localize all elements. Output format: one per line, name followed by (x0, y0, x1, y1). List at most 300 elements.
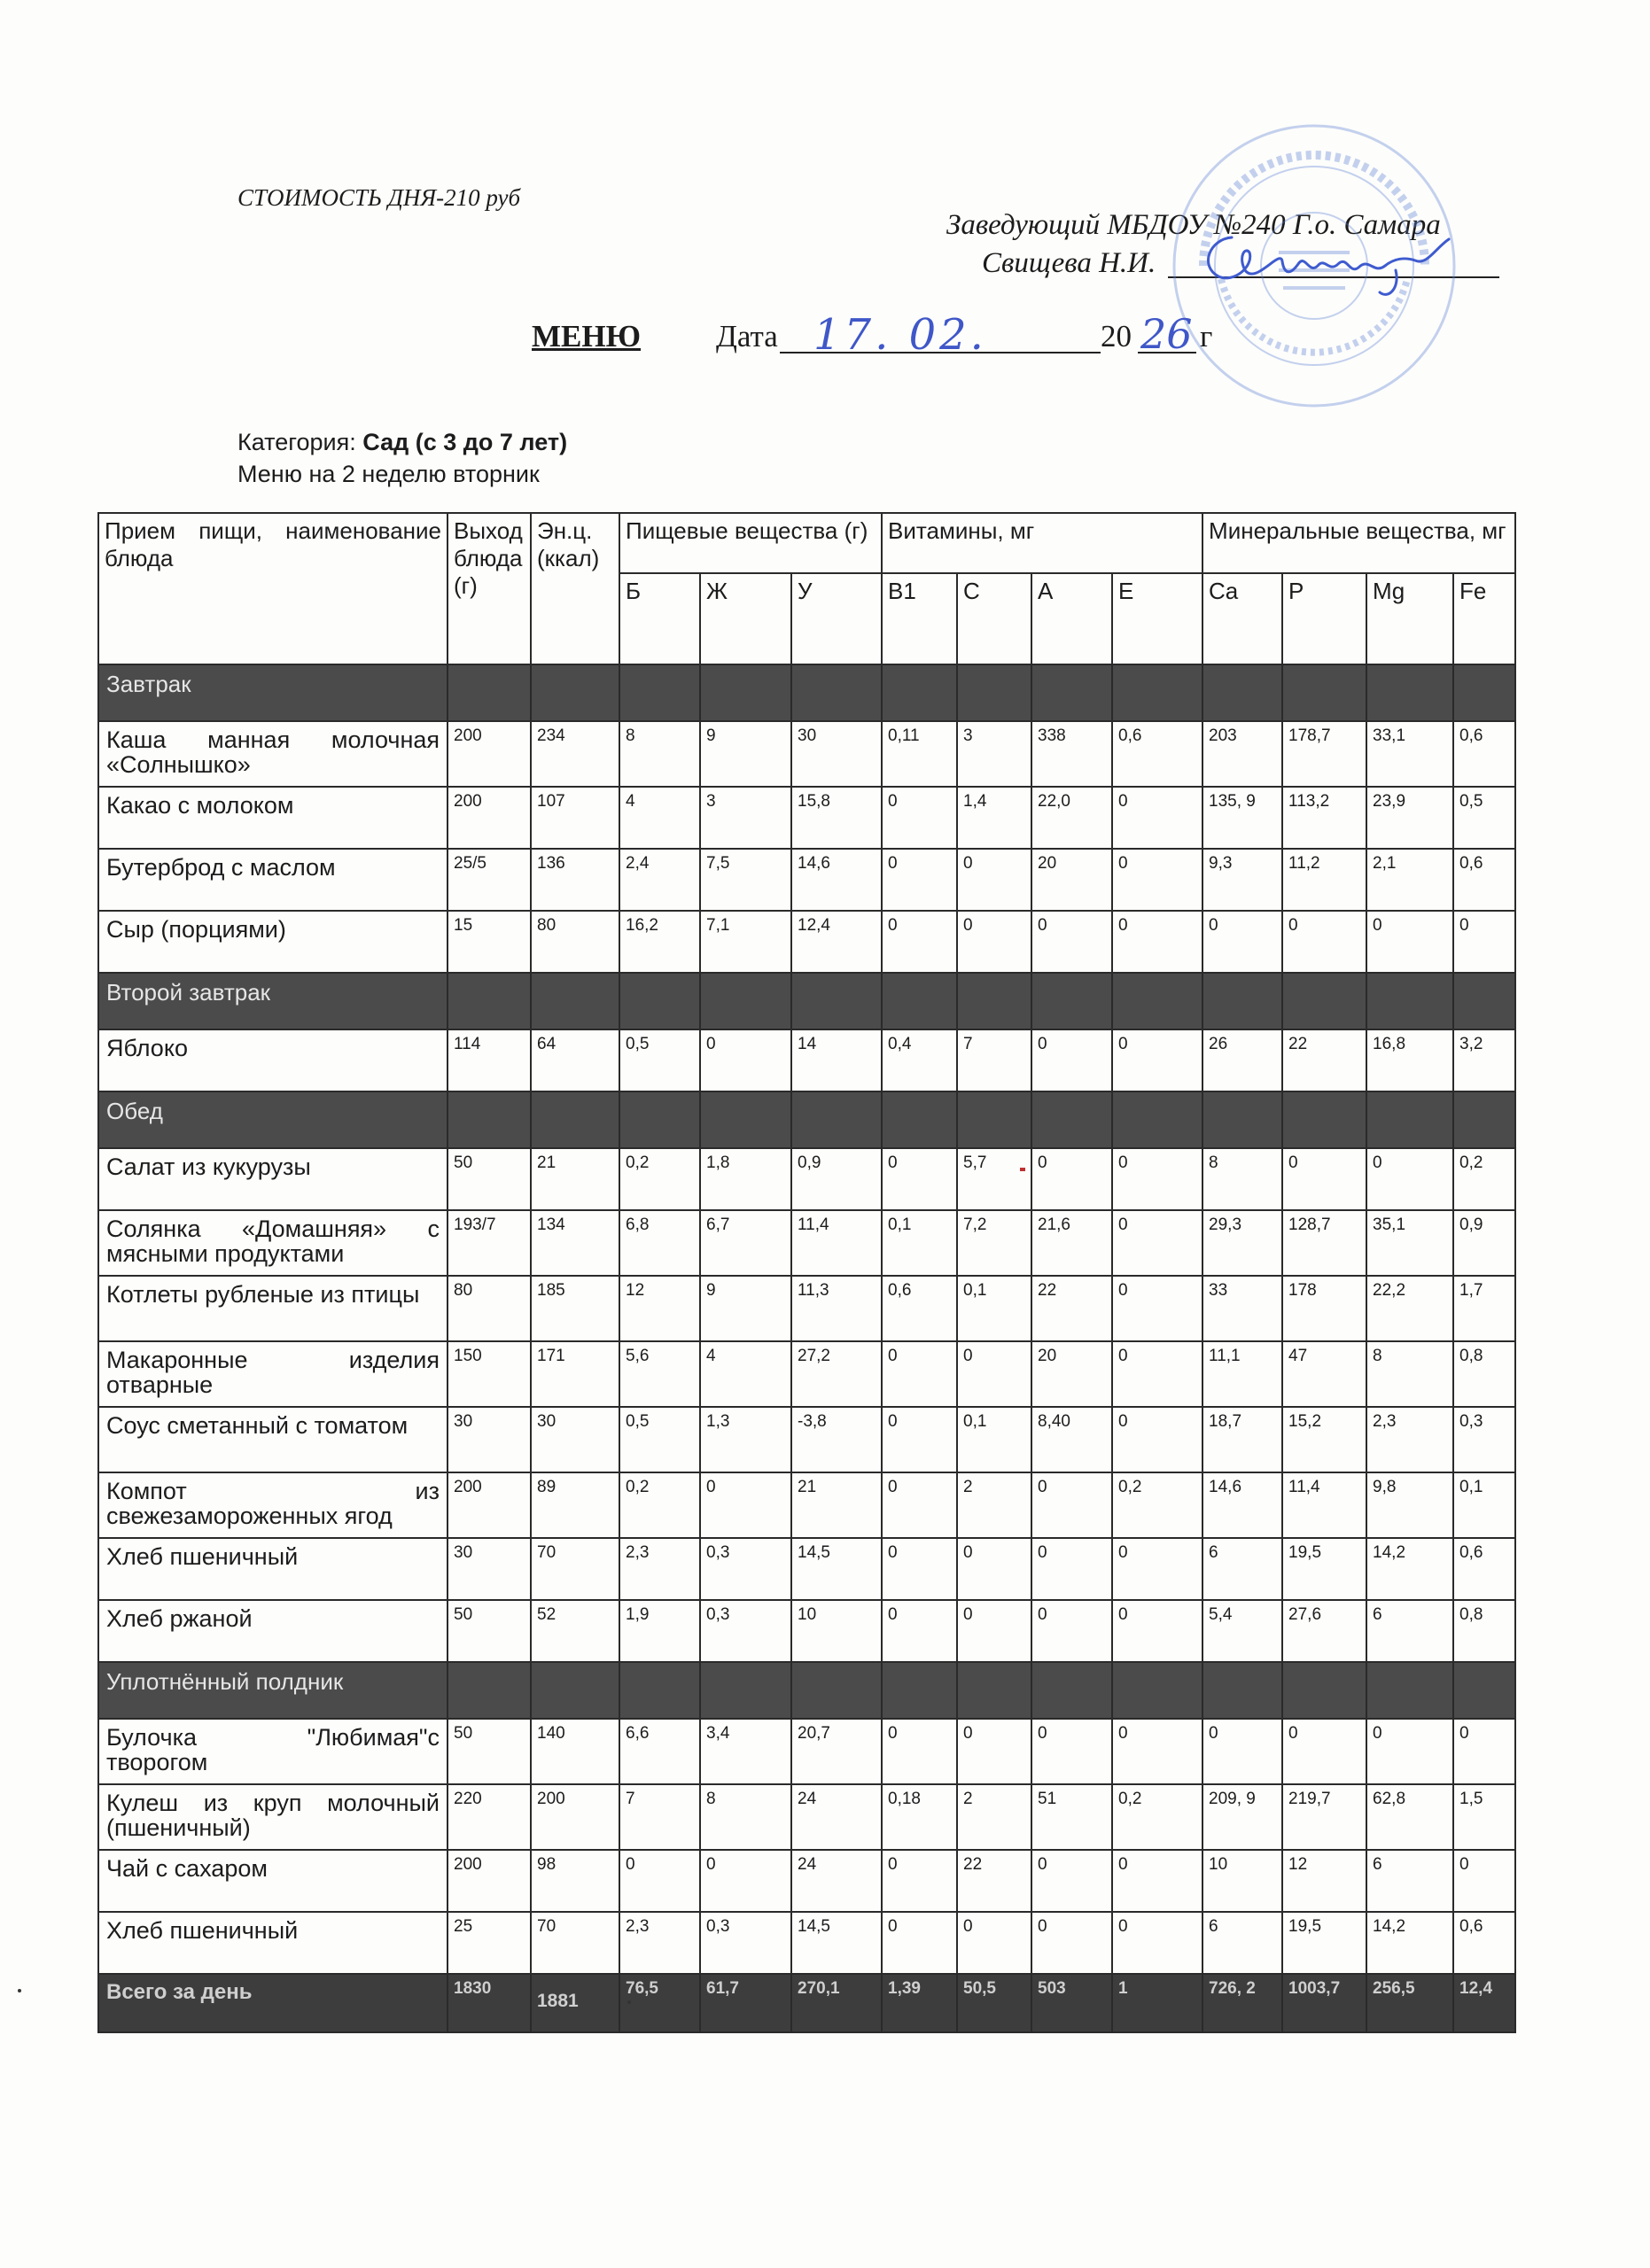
nutrition-table (97, 512, 1516, 2033)
value-cell: 15,2 (1282, 1407, 1366, 1472)
value-cell: 19,5 (1282, 1912, 1366, 1974)
value-cell: 2 (957, 1472, 1031, 1538)
value-cell: 0,2 (619, 1472, 700, 1538)
header-nutrients: Пищевые вещества (г) (619, 513, 882, 573)
section-cell (882, 1662, 957, 1719)
value-cell: 0,2 (1112, 1784, 1202, 1850)
value-cell: 0 (882, 1912, 957, 1974)
value-cell: 0 (957, 1538, 1031, 1600)
section-cell (1031, 1662, 1112, 1719)
value-cell: 0,1 (1453, 1472, 1515, 1538)
value-cell: 0 (1202, 1719, 1282, 1784)
dish-name: Солянка «Домашняя» с мясными продуктами (98, 1210, 448, 1276)
value-cell: 5,7 (957, 1148, 1031, 1210)
value-cell: 7,2 (957, 1210, 1031, 1276)
section-cell (791, 664, 882, 721)
value-cell: 0 (700, 1472, 791, 1538)
value-cell: 135, 9 (1202, 787, 1282, 849)
value-cell: 0,9 (1453, 1210, 1515, 1276)
section-cell (1202, 1662, 1282, 1719)
value-cell: 18,7 (1202, 1407, 1282, 1472)
section-cell (1366, 1091, 1453, 1148)
value-cell: 33,1 (1366, 721, 1453, 787)
value-cell: 47 (1282, 1341, 1366, 1407)
value-cell: 30 (531, 1407, 619, 1472)
section-cell (448, 1662, 531, 1719)
value-cell: 0 (882, 787, 957, 849)
table-row (98, 721, 1515, 787)
value-cell: 27,6 (1282, 1600, 1366, 1662)
table-row (98, 1600, 1515, 1662)
section-cell (700, 664, 791, 721)
day-cost: СТОИМОСТЬ ДНЯ-210 руб (237, 184, 521, 211)
section-name: Уплотнённый полдник (98, 1662, 448, 1719)
value-cell: 0,6 (882, 1276, 957, 1341)
value-cell: 0,4 (882, 1029, 957, 1091)
value-cell: 15 (448, 911, 531, 973)
value-cell: 0,3 (700, 1538, 791, 1600)
value-cell: 0 (882, 1850, 957, 1912)
total-label: Всего за день (98, 1974, 448, 2032)
value-cell: 5,4 (1202, 1600, 1282, 1662)
section-row (98, 1662, 1515, 1719)
total-value: 61,7 (700, 1974, 791, 2032)
section-cell (882, 973, 957, 1029)
table-row (98, 1210, 1515, 1276)
value-cell: 134 (531, 1210, 619, 1276)
dish-name: Чай с сахаром (98, 1850, 448, 1912)
table-row (98, 1912, 1515, 1974)
value-cell: 0 (1031, 1472, 1112, 1538)
dish-name: Макаронные изделия отварные (98, 1341, 448, 1407)
value-cell: 14,2 (1366, 1538, 1453, 1600)
value-cell: 0 (1112, 1600, 1202, 1662)
value-cell: 21,6 (1031, 1210, 1112, 1276)
section-cell (619, 1662, 700, 1719)
value-cell: 0 (1112, 787, 1202, 849)
value-cell: 3 (957, 721, 1031, 787)
value-cell: 6,7 (700, 1210, 791, 1276)
total-energy: 1881 (537, 1991, 579, 2011)
value-cell: 7,5 (700, 849, 791, 911)
value-cell: 0 (1453, 1719, 1515, 1784)
value-cell: 140 (531, 1719, 619, 1784)
section-cell (1202, 973, 1282, 1029)
value-cell: 22 (1031, 1276, 1112, 1341)
value-cell: 0 (1031, 1912, 1112, 1974)
value-cell: 20,7 (791, 1719, 882, 1784)
value-cell: 3,2 (1453, 1029, 1515, 1091)
section-cell (1453, 1662, 1515, 1719)
value-cell: 0,1 (882, 1210, 957, 1276)
value-cell: 209, 9 (1202, 1784, 1282, 1850)
value-cell: 7 (957, 1029, 1031, 1091)
value-cell: 0,9 (791, 1148, 882, 1210)
value-cell: 0 (957, 1912, 1031, 1974)
value-cell: 0,1 (957, 1276, 1031, 1341)
category-line (237, 429, 567, 456)
subheader-8: P (1282, 573, 1366, 664)
value-cell: 0 (882, 1719, 957, 1784)
value-cell: 21 (531, 1148, 619, 1210)
subheader-7: Ca (1202, 573, 1282, 664)
total-value: 1,39 (882, 1974, 957, 2032)
value-cell: 136 (531, 849, 619, 911)
table-row (98, 1148, 1515, 1210)
value-cell: 0 (882, 849, 957, 911)
value-cell: 150 (448, 1341, 531, 1407)
value-cell: 19,5 (1282, 1538, 1366, 1600)
value-cell: 0 (619, 1850, 700, 1912)
dish-name: Хлеб пшеничный (98, 1912, 448, 1974)
header-minerals: Минеральные вещества, мг (1202, 513, 1515, 573)
value-cell: 52 (531, 1600, 619, 1662)
value-cell: 0 (1366, 911, 1453, 973)
value-cell: 8 (1366, 1341, 1453, 1407)
table-row (98, 787, 1515, 849)
stray-dot (18, 1989, 21, 1992)
value-cell: 35,1 (1366, 1210, 1453, 1276)
value-cell: 9 (700, 721, 791, 787)
value-cell: 200 (448, 1850, 531, 1912)
value-cell: 0,6 (1453, 1912, 1515, 1974)
section-cell (1202, 1091, 1282, 1148)
section-cell (700, 973, 791, 1029)
value-cell: 0 (1031, 1148, 1112, 1210)
value-cell: 10 (791, 1600, 882, 1662)
value-cell: 8 (619, 721, 700, 787)
approver-name: Свищева Н.И. (982, 247, 1156, 279)
value-cell: 0,5 (1453, 787, 1515, 849)
value-cell: 0,3 (1453, 1407, 1515, 1472)
value-cell: 2,3 (1366, 1407, 1453, 1472)
week-line: Меню на 2 неделю вторник (237, 461, 540, 487)
section-name: Второй завтрак (98, 973, 448, 1029)
section-cell (1453, 664, 1515, 721)
value-cell: 185 (531, 1276, 619, 1341)
section-cell (957, 1091, 1031, 1148)
subheader-5: A (1031, 573, 1112, 664)
value-cell: 1,3 (700, 1407, 791, 1472)
section-cell (1366, 973, 1453, 1029)
value-cell: 0,3 (700, 1912, 791, 1974)
value-cell: 0 (957, 849, 1031, 911)
value-cell: 0 (1031, 1600, 1112, 1662)
section-cell (791, 973, 882, 1029)
value-cell: 0 (882, 1538, 957, 1600)
section-cell (1282, 1091, 1366, 1148)
value-cell: 2,3 (619, 1912, 700, 1974)
value-cell: 0 (1031, 1029, 1112, 1091)
value-cell: 0,5 (619, 1407, 700, 1472)
value-cell: 0 (1282, 1148, 1366, 1210)
value-cell: 0 (882, 1148, 957, 1210)
value-cell: 0,8 (1453, 1600, 1515, 1662)
value-cell: 0 (1112, 1407, 1202, 1472)
section-cell (882, 664, 957, 721)
table-row (98, 1850, 1515, 1912)
value-cell: 0 (1366, 1148, 1453, 1210)
value-cell: 0 (1031, 1719, 1112, 1784)
table-row (98, 1538, 1515, 1600)
value-cell: 9,3 (1202, 849, 1282, 911)
value-cell: 0 (1112, 1029, 1202, 1091)
value-cell: 6 (1366, 1850, 1453, 1912)
value-cell: 0 (882, 911, 957, 973)
value-cell: 0 (957, 1719, 1031, 1784)
header-yield: Выход блюда (г) (448, 513, 531, 664)
value-cell: 338 (1031, 721, 1112, 787)
value-cell: 0 (1453, 911, 1515, 973)
value-cell: 14,6 (1202, 1472, 1282, 1538)
value-cell: 11,4 (1282, 1472, 1366, 1538)
approver-title: Заведующий МБДОУ №240 Г.о. Самара (946, 209, 1441, 241)
section-cell (531, 1091, 619, 1148)
dish-name: Хлеб пшеничный (98, 1538, 448, 1600)
value-cell: 0,2 (1112, 1472, 1202, 1538)
section-cell (1112, 1662, 1202, 1719)
section-cell (700, 1091, 791, 1148)
signature (1183, 221, 1467, 301)
value-cell: 24 (791, 1784, 882, 1850)
subheader-10: Fe (1453, 573, 1515, 664)
total-value: 1 (1112, 1974, 1202, 2032)
value-cell: 25/5 (448, 849, 531, 911)
value-cell: 0,1 (957, 1407, 1031, 1472)
value-cell: 14 (791, 1029, 882, 1091)
section-cell (1366, 664, 1453, 721)
section-row (98, 1091, 1515, 1148)
subheader-6: E (1112, 573, 1202, 664)
total-value: 503 (1031, 1974, 1112, 2032)
section-cell (619, 1091, 700, 1148)
dish-name: Котлеты рубленые из птицы (98, 1276, 448, 1341)
dish-name: Кулеш из круп молочный (пшеничный) (98, 1784, 448, 1850)
value-cell: 0 (1282, 1719, 1366, 1784)
header-dish: Прием пищи, наименование блюда (98, 513, 448, 664)
section-cell (957, 1662, 1031, 1719)
table-row (98, 1407, 1515, 1472)
value-cell: 50 (448, 1600, 531, 1662)
value-cell: 0,6 (1453, 721, 1515, 787)
total-value: 12,4 (1453, 1974, 1515, 2032)
value-cell: 0 (1112, 1912, 1202, 1974)
value-cell: 107 (531, 787, 619, 849)
value-cell: 22 (1282, 1029, 1366, 1091)
value-cell: 2 (957, 1784, 1031, 1850)
value-cell: 8 (700, 1784, 791, 1850)
value-cell: -3,8 (791, 1407, 882, 1472)
value-cell: 8,40 (1031, 1407, 1112, 1472)
value-cell: 200 (448, 721, 531, 787)
value-cell: 6,8 (619, 1210, 700, 1276)
value-cell: 11,2 (1282, 849, 1366, 911)
section-cell (1366, 1662, 1453, 1719)
value-cell: 171 (531, 1341, 619, 1407)
date-label: Дата (716, 319, 778, 353)
dish-name: Сыр (порциями) (98, 911, 448, 973)
value-cell: 2,1 (1366, 849, 1453, 911)
subheader-3: B1 (882, 573, 957, 664)
value-cell: 114 (448, 1029, 531, 1091)
section-cell (531, 664, 619, 721)
value-cell: 22,2 (1366, 1276, 1453, 1341)
value-cell: 6,6 (619, 1719, 700, 1784)
value-cell: 80 (448, 1276, 531, 1341)
table-row (98, 849, 1515, 911)
section-cell (448, 664, 531, 721)
table-row (98, 911, 1515, 973)
value-cell: 15,8 (791, 787, 882, 849)
value-cell: 14,5 (791, 1912, 882, 1974)
value-cell: 0,5 (619, 1029, 700, 1091)
value-cell: 16,2 (619, 911, 700, 973)
value-cell: 0 (1031, 911, 1112, 973)
value-cell: 6 (1366, 1600, 1453, 1662)
value-cell: 7,1 (700, 911, 791, 973)
total-value: 270,1 (791, 1974, 882, 2032)
value-cell: 14,5 (791, 1538, 882, 1600)
category-label: Категория: (237, 429, 363, 455)
total-value: 1830 (448, 1974, 531, 2032)
value-cell: 0 (957, 911, 1031, 973)
section-row (98, 664, 1515, 721)
total-value: 726, 2 (1202, 1974, 1282, 2032)
dish-name: Хлеб ржаной (98, 1600, 448, 1662)
date-handwritten: 17. 02. (813, 310, 987, 360)
subheader-2: У (791, 573, 882, 664)
value-cell: 27,2 (791, 1341, 882, 1407)
value-cell: 0 (882, 1407, 957, 1472)
value-cell: 20 (1031, 849, 1112, 911)
value-cell: 30 (791, 721, 882, 787)
section-row (98, 973, 1515, 1029)
value-cell: 30 (448, 1538, 531, 1600)
value-cell: 0 (1112, 1341, 1202, 1407)
value-cell: 26 (1202, 1029, 1282, 1091)
value-cell: 51 (1031, 1784, 1112, 1850)
value-cell: 0 (700, 1850, 791, 1912)
value-cell: 5,6 (619, 1341, 700, 1407)
value-cell: 21 (791, 1472, 882, 1538)
value-cell: 4 (619, 787, 700, 849)
value-cell: 219,7 (1282, 1784, 1366, 1850)
header-vitamins: Витамины, мг (882, 513, 1202, 573)
value-cell: 50 (448, 1719, 531, 1784)
subheader-1: Ж (700, 573, 791, 664)
value-cell: 0,2 (619, 1148, 700, 1210)
value-cell: 33 (1202, 1276, 1282, 1341)
value-cell: 3,4 (700, 1719, 791, 1784)
section-cell (1031, 973, 1112, 1029)
value-cell: 0 (957, 1341, 1031, 1407)
subheader-0: Б (619, 573, 700, 664)
stray-red-mark (1020, 1168, 1025, 1171)
section-cell (1112, 973, 1202, 1029)
value-cell: 25 (448, 1912, 531, 1974)
table-row (98, 1719, 1515, 1784)
value-cell: 14,6 (791, 849, 882, 911)
section-cell (791, 1662, 882, 1719)
value-cell: 11,1 (1202, 1341, 1282, 1407)
section-name: Завтрак (98, 664, 448, 721)
value-cell: 29,3 (1202, 1210, 1282, 1276)
value-cell: 220 (448, 1784, 531, 1850)
total-value: 76,5 (619, 1974, 700, 2032)
section-cell (1031, 664, 1112, 721)
value-cell: 0 (1112, 1210, 1202, 1276)
value-cell: 64 (531, 1029, 619, 1091)
section-cell (957, 664, 1031, 721)
value-cell: 70 (531, 1538, 619, 1600)
dish-name: Булочка "Любимая"с творогом (98, 1719, 448, 1784)
dish-name: Салат из кукурузы (98, 1148, 448, 1210)
value-cell: 0 (1112, 849, 1202, 911)
year-prefix: 20 (1101, 319, 1132, 353)
section-cell (1112, 664, 1202, 721)
section-cell (1282, 664, 1366, 721)
subheader-9: Mg (1366, 573, 1453, 664)
section-cell (791, 1091, 882, 1148)
value-cell: 10 (1202, 1850, 1282, 1912)
value-cell: 12 (1282, 1850, 1366, 1912)
total-row (98, 1974, 1515, 2032)
value-cell: 0 (1202, 911, 1282, 973)
year-handwritten: 26 (1140, 310, 1193, 358)
value-cell: 113,2 (1282, 787, 1366, 849)
section-cell (448, 973, 531, 1029)
table-row (98, 1341, 1515, 1407)
value-cell: 12 (619, 1276, 700, 1341)
dish-name: Какао с молоком (98, 787, 448, 849)
value-cell: 1,5 (1453, 1784, 1515, 1850)
value-cell: 0 (1112, 911, 1202, 973)
value-cell: 50 (448, 1148, 531, 1210)
value-cell: 62,8 (1366, 1784, 1453, 1850)
value-cell: 0,2 (1453, 1148, 1515, 1210)
value-cell: 3 (700, 787, 791, 849)
value-cell: 0,6 (1112, 721, 1202, 787)
value-cell: 200 (448, 1472, 531, 1538)
value-cell: 11,3 (791, 1276, 882, 1341)
value-cell: 0,6 (1453, 1538, 1515, 1600)
menu-title: МЕНЮ (532, 319, 642, 353)
header-energy: Эн.ц. (ккал) (531, 513, 619, 664)
value-cell: 0 (1112, 1148, 1202, 1210)
value-cell: 9 (700, 1276, 791, 1341)
value-cell: 22 (957, 1850, 1031, 1912)
value-cell: 0 (1031, 1538, 1112, 1600)
dish-name: Компот из свежезамороженных ягод (98, 1472, 448, 1538)
total-value (531, 1974, 619, 2032)
value-cell: 200 (448, 787, 531, 849)
section-cell (1202, 664, 1282, 721)
section-name: Обед (98, 1091, 448, 1148)
section-cell (1282, 973, 1366, 1029)
value-cell: 0,6 (1453, 849, 1515, 911)
stray-dot (627, 2000, 631, 2004)
value-cell: 12,4 (791, 911, 882, 973)
value-cell: 30 (448, 1407, 531, 1472)
table-row (98, 1029, 1515, 1091)
section-cell (531, 973, 619, 1029)
section-cell (1453, 973, 1515, 1029)
category-value: Сад (с 3 до 7 лет) (362, 429, 568, 455)
value-cell: 6 (1202, 1538, 1282, 1600)
table-row (98, 1784, 1515, 1850)
value-cell: 0 (1453, 1850, 1515, 1912)
value-cell: 2,3 (619, 1538, 700, 1600)
